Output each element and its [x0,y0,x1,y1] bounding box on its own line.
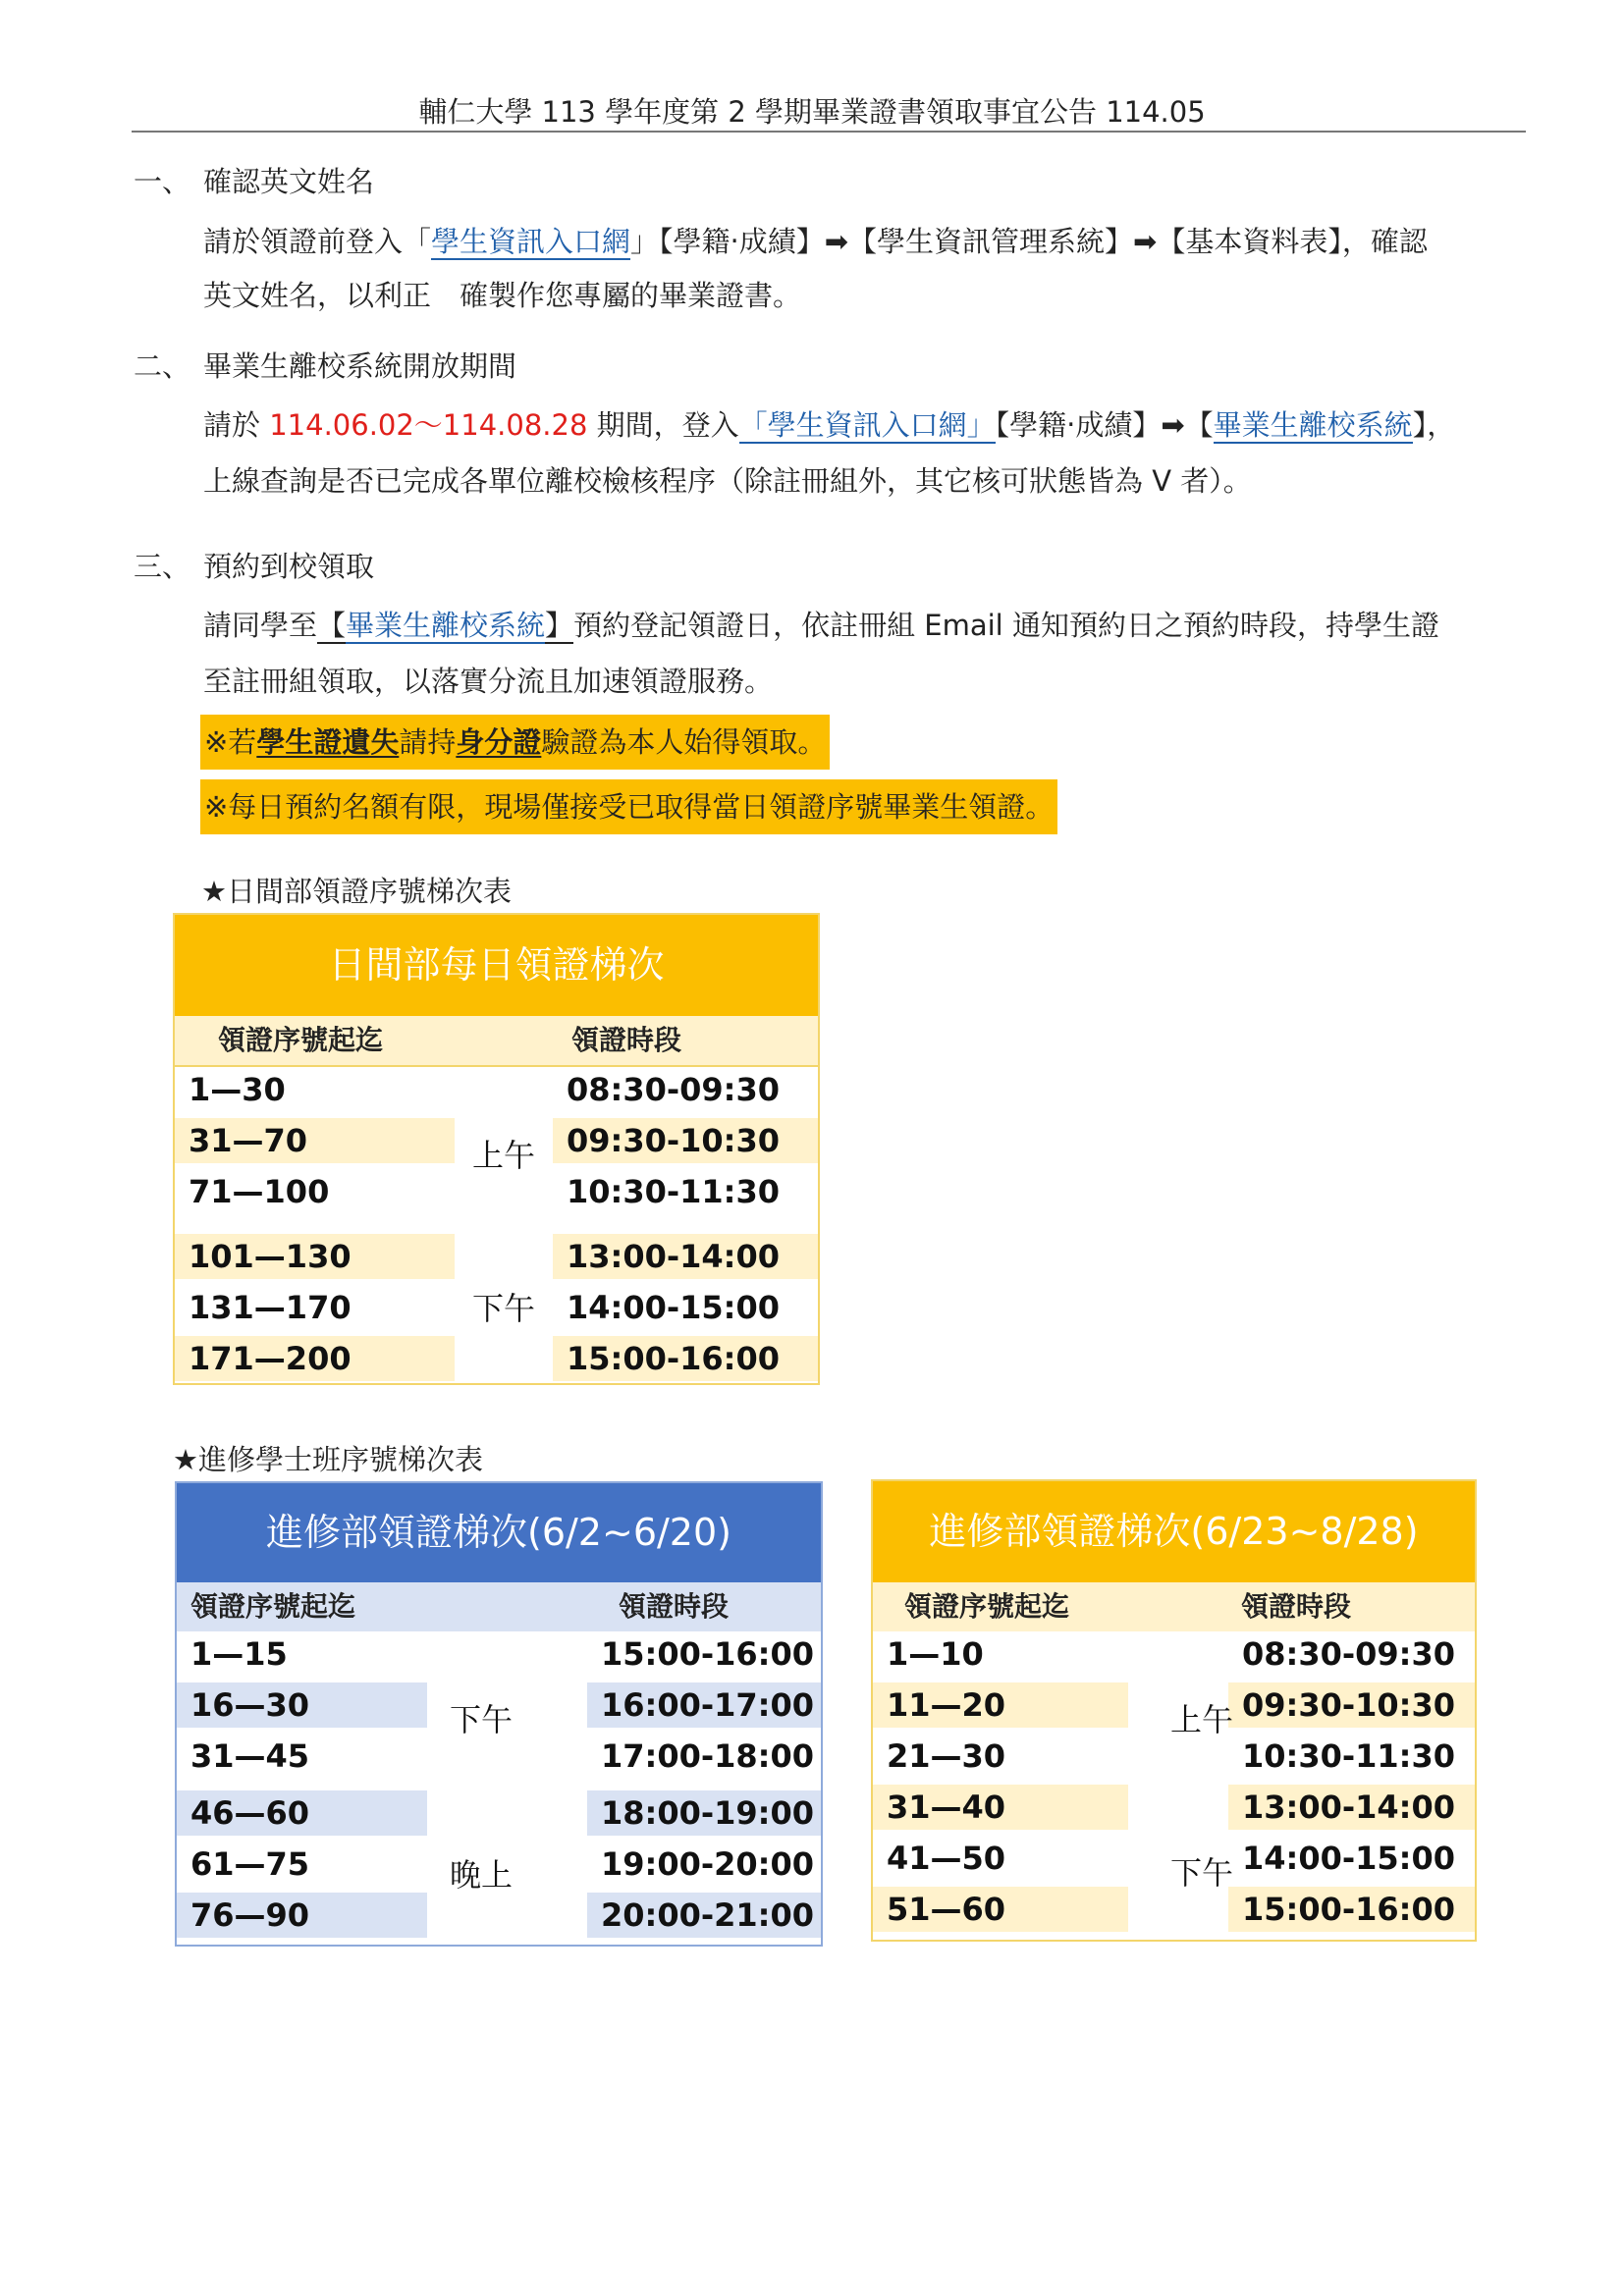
daily-quota-note: ※每日預約名額有限，現場僅接受已取得當日領證序號畢業生領證。 [200,779,1057,834]
section-3-number: 三、 [134,550,191,583]
section-2-number: 二、 [134,349,191,383]
day-table-caption: ★日間部領證序號梯次表 [201,875,512,908]
text: 【學籍‧成績】➡【 [995,408,1214,442]
period-evening-label: 晚上 [449,1856,513,1894]
text: 預約登記領證日，依註冊組 Email 通知預約日之預約時段，持學生證 [573,609,1439,642]
serial-range-cell: 61—75 [190,1845,310,1883]
column-header-time: 領證時段 [571,1024,682,1056]
time-slot-cell: 10:30-11:30 [567,1173,780,1210]
column-header-range: 領證序號起迄 [904,1590,1070,1623]
serial-range-cell: 31—40 [873,1785,1128,1830]
section-1-number: 一、 [134,165,191,198]
serial-range-cell: 21—30 [887,1737,1006,1775]
time-slot-cell: 13:00-14:00 [1228,1785,1475,1830]
text: 請持 [399,725,457,759]
table-row [177,1734,821,1785]
open-period-dates: 114.06.02～114.08.28 [269,408,588,442]
period-pm-label: 下午 [449,1701,513,1738]
time-slot-cell: 15:00-16:00 [553,1336,818,1381]
time-slot-cell: 09:30-10:30 [1228,1682,1475,1728]
period-am-label: 上午 [1169,1701,1233,1738]
lost-student-id-note [200,715,830,770]
graduate-leave-system-bracket-open: 【 [317,609,347,642]
section-3-title: 預約到校領取 [203,550,375,583]
table-row [177,1893,821,1944]
serial-range-cell: 71—100 [189,1173,330,1210]
time-slot-cell: 09:30-10:30 [553,1118,818,1163]
night-schedule-table-late [871,1479,1477,1942]
serial-range-cell: 41—50 [887,1840,1006,1877]
time-slot-cell: 10:30-11:30 [1242,1737,1455,1775]
text: ※若 [204,725,257,759]
time-slot-cell: 17:00-18:00 [601,1737,814,1775]
table-row [873,1631,1475,1682]
student-portal-link[interactable]: 「學生資訊入口網」 [738,408,996,442]
serial-range-cell: 171—200 [175,1336,455,1381]
time-slot-cell: 15:00-16:00 [601,1635,814,1673]
serial-range-cell: 76—90 [177,1893,427,1938]
night-schedule-table-early [175,1481,823,1947]
serial-range-cell: 1—30 [189,1071,286,1108]
section-1-title: 確認英文姓名 [203,165,375,198]
column-header-range: 領證序號起迄 [190,1590,356,1623]
period-pm-label: 下午 [1169,1854,1233,1892]
text: 」【學籍‧成績】➡【學生資訊管理系統】➡【基本資料表】，確認 [630,225,1428,258]
graduate-leave-system-bracket-close: 】 [545,609,574,642]
serial-range-cell: 31—45 [190,1737,310,1775]
column-header-range: 領證序號起迄 [218,1024,384,1056]
serial-range-cell: 46—60 [177,1790,427,1836]
section-1-paragraph-line-1 [203,225,1428,258]
table-row [177,1631,821,1682]
section-1-paragraph-line-2: 英文姓名，以利正 確製作您專屬的畢業證書。 [203,279,802,312]
text: 請於 [203,408,270,442]
table-row [873,1785,1475,1836]
serial-range-cell: 16—30 [177,1682,427,1728]
serial-range-cell: 1—10 [887,1635,984,1673]
student-portal-link[interactable]: 學生資訊入口網 [431,225,631,258]
table-row [175,1336,818,1387]
serial-range-cell: 1—15 [190,1635,288,1673]
serial-range-cell: 31—70 [175,1118,455,1163]
time-slot-cell: 14:00-15:00 [1242,1840,1455,1877]
time-slot-cell: 18:00-19:00 [587,1790,821,1836]
table-title: 日間部每日領證梯次 [175,915,818,1016]
graduate-leave-system-link[interactable]: 畢業生離校系統 [1213,408,1413,442]
time-slot-cell: 14:00-15:00 [567,1289,780,1326]
time-slot-cell: 16:00-17:00 [587,1682,821,1728]
table-row [175,1067,818,1118]
time-slot-cell: 15:00-16:00 [1228,1887,1475,1932]
night-table-caption: ★進修學士班序號梯次表 [173,1443,483,1476]
period-am-label: 上午 [471,1137,535,1174]
column-header-row [175,1016,818,1065]
text: 請同學至 [203,609,318,642]
table-row [177,1790,821,1842]
section-3-paragraph-line-2: 至註冊組領取，以落實分流且加速領證服務。 [203,665,774,698]
serial-range-cell: 101—130 [175,1234,455,1279]
table-row [175,1169,818,1220]
graduate-leave-system-link[interactable]: 畢業生離校系統 [346,609,546,642]
section-2-paragraph-line-1 [203,408,1456,442]
table-row [175,1234,818,1285]
time-slot-cell: 20:00-21:00 [587,1893,821,1938]
day-schedule-table [173,913,820,1385]
text: 期間，登入 [587,408,739,442]
serial-range-cell: 11—20 [873,1682,1128,1728]
table-title: 進修部領證梯次(6/2~6/20) [177,1483,821,1582]
page-title: 輔仁大學 113 學年度第 2 學期畢業證書領取事宜公告 114.05 [418,95,1206,129]
column-header-row [177,1582,821,1631]
serial-range-cell: 131—170 [189,1289,352,1326]
text: 】， [1412,408,1456,442]
time-slot-cell: 08:30-09:30 [1242,1635,1455,1673]
table-row [873,1734,1475,1785]
table-title: 進修部領證梯次(6/23~8/28) [873,1481,1475,1582]
section-2-title: 畢業生離校系統開放期間 [203,349,517,383]
column-header-time: 領證時段 [1241,1590,1352,1623]
section-2-paragraph-line-2: 上線查詢是否已完成各單位離校檢核程序（除註冊組外，其它核可狀態皆為 V 者）。 [203,464,1252,498]
time-slot-cell: 08:30-09:30 [567,1071,780,1108]
emphasis: 學生證遺失 [256,725,400,759]
column-header-time: 領證時段 [619,1590,730,1623]
time-slot-cell: 13:00-14:00 [553,1234,818,1279]
table-row [873,1887,1475,1938]
text: 請於領證前登入「 [203,225,432,258]
text: 驗證為本人始得領取。 [541,725,827,759]
serial-range-cell: 51—60 [873,1887,1128,1932]
section-3-paragraph-line-1 [203,609,1439,642]
period-pm-label: 下午 [471,1290,535,1327]
column-header-row [873,1582,1475,1631]
header-divider [132,131,1526,133]
time-slot-cell: 19:00-20:00 [601,1845,814,1883]
emphasis: 身分證 [456,725,542,759]
